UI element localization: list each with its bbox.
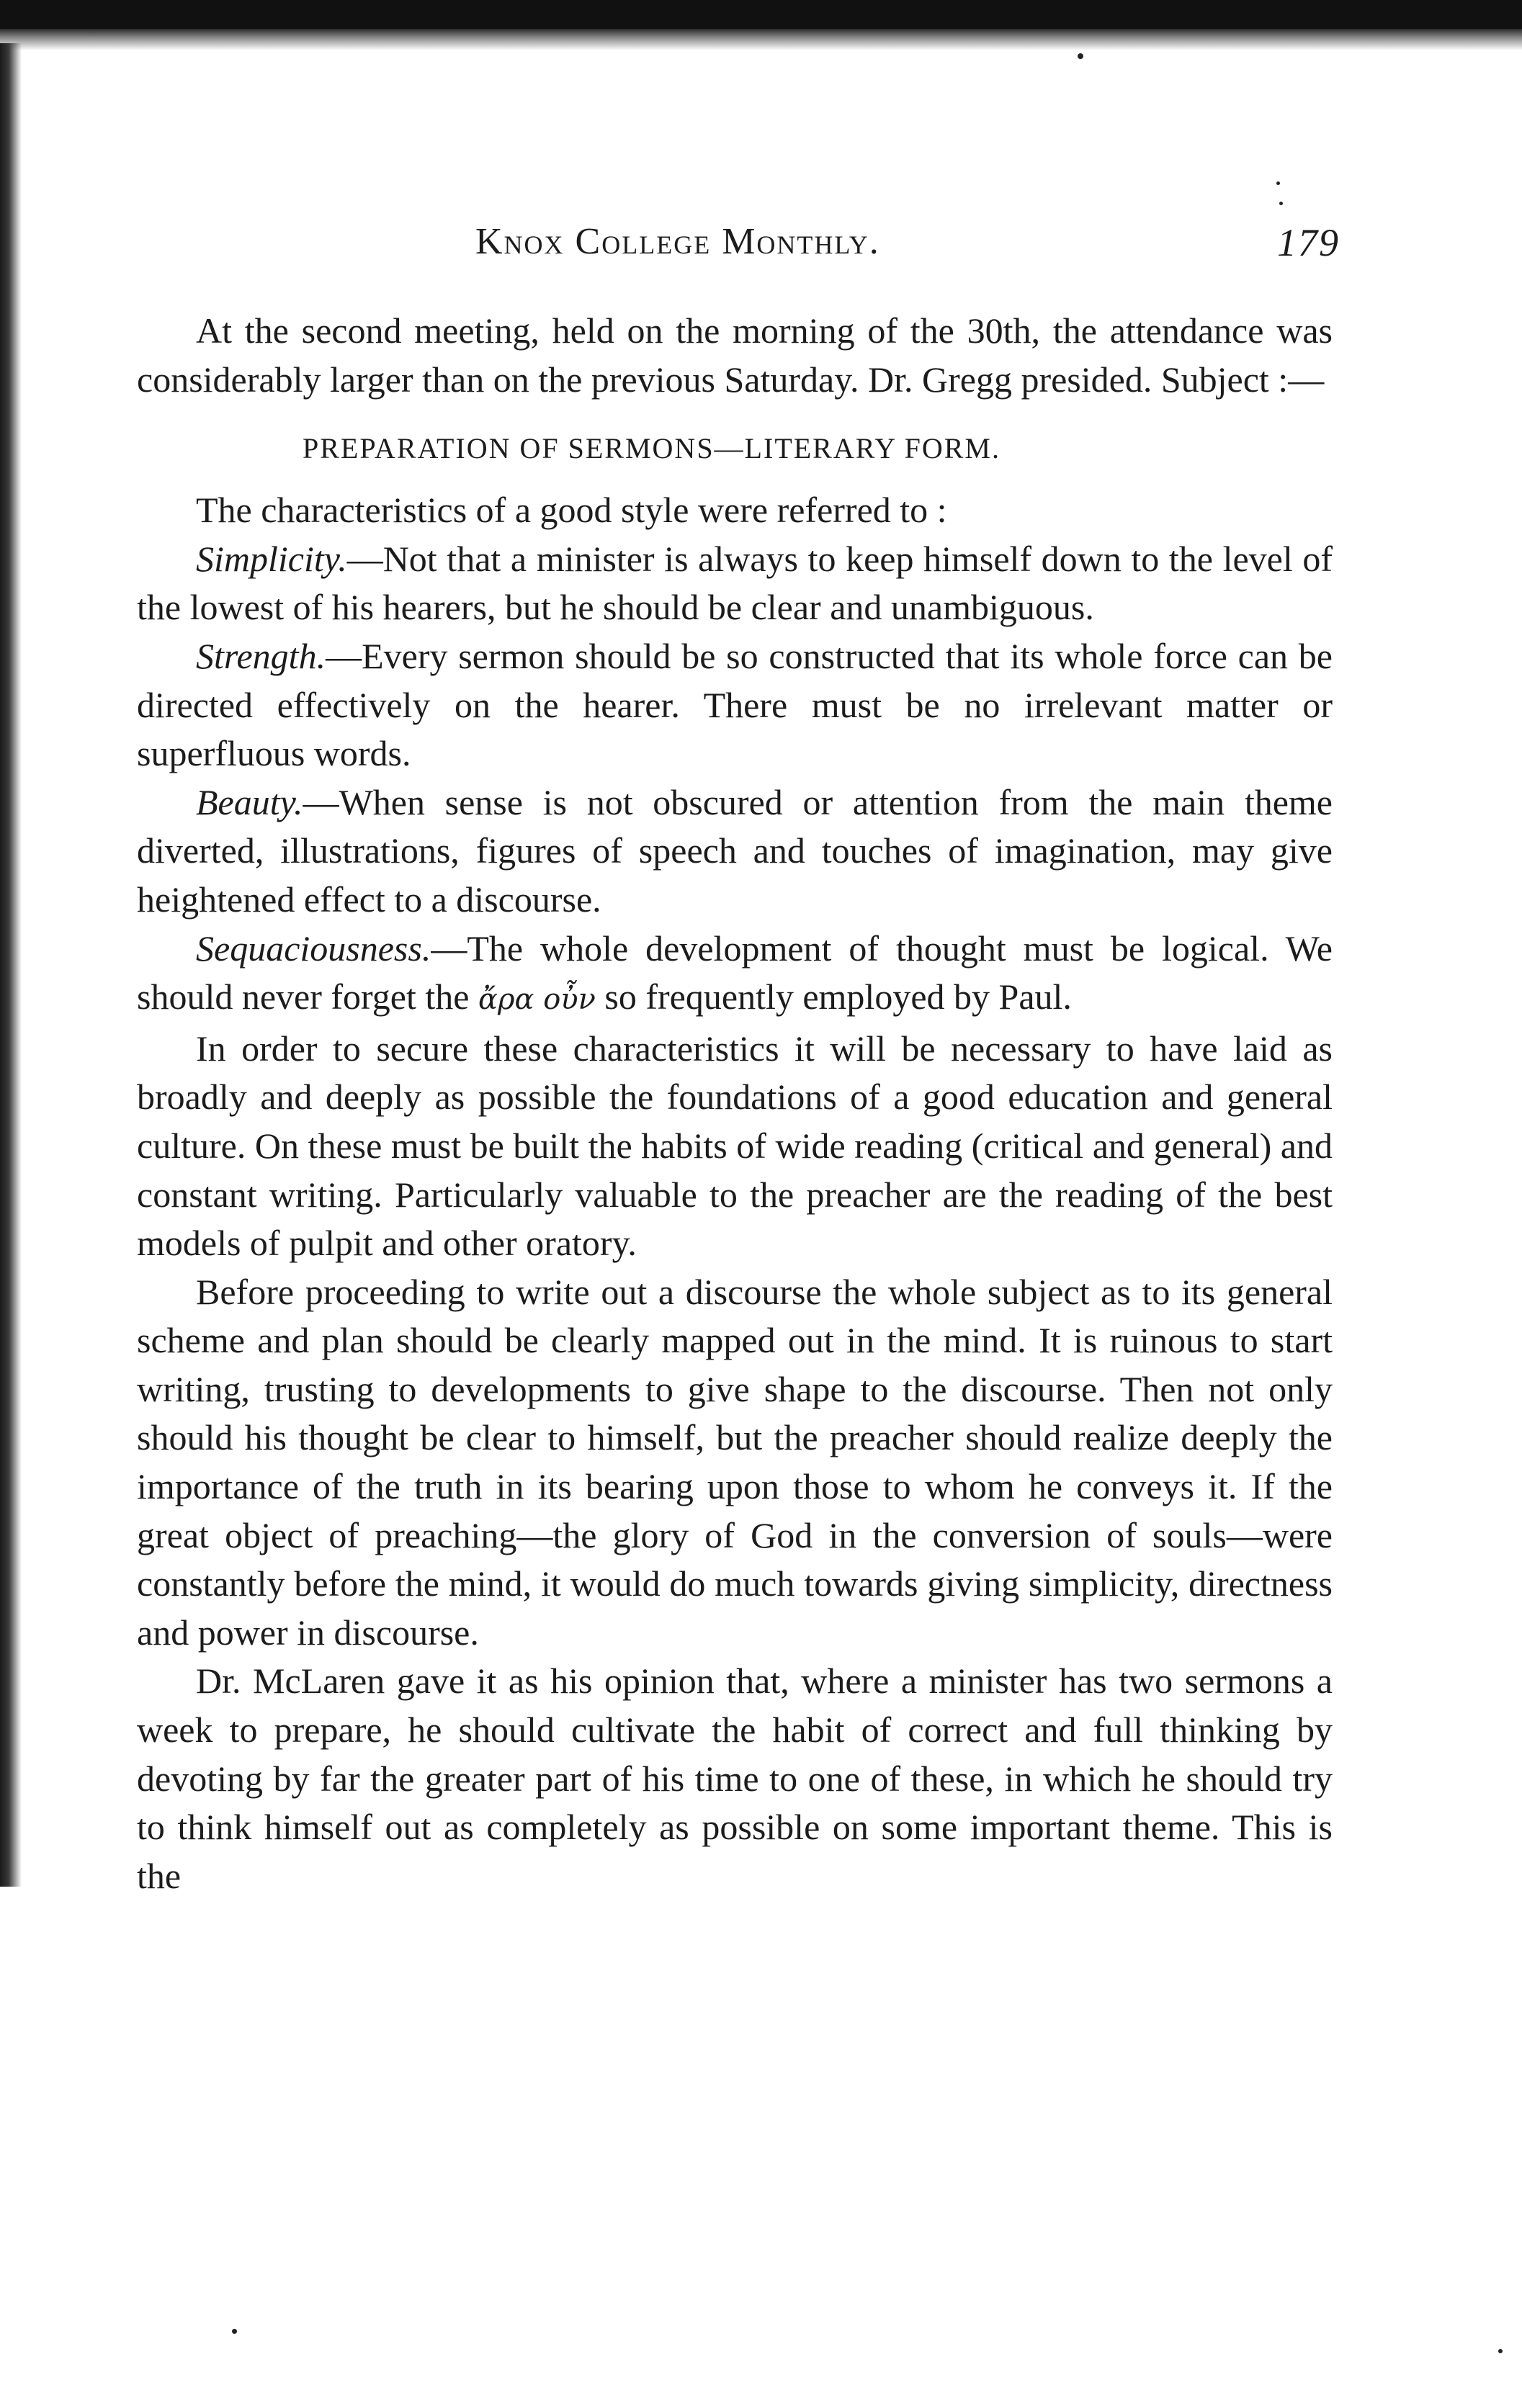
scan-speck bbox=[1498, 2349, 1503, 2353]
running-head bbox=[137, 216, 1340, 274]
paragraph-in-order: In order to secure these characteristics it will be necessary to have laid as broadly and deeply as possible the foundations of a good education and general culture. On these must be built the habits of wide reading (critical and general) and constant writing. Particularly valuable to the preacher are the reading of the best models of pulpit and other oratory. bbox=[137, 1028, 1333, 1264]
paragraph-characteristics-intro: The characteristics of a good style were referred to : bbox=[196, 490, 947, 531]
paragraph-sequaciousness bbox=[137, 925, 1333, 1025]
scan-top-edge bbox=[0, 0, 1522, 32]
definition-strength: —Every sermon should be so constructed that its whole force can be directed effectively on the hearer. There must be no irrelevant matter or superfluous words. bbox=[137, 635, 1333, 774]
book-page bbox=[137, 216, 1340, 1900]
meeting-sentence: At the second meeting, held on the morning of the 30th, the attendance was considerably larger than on the previous Saturday. bbox=[137, 310, 1333, 400]
greek-phrase: ἄρα οὖν bbox=[478, 983, 596, 1017]
term-sequaciousness: Sequaciousness. bbox=[196, 927, 431, 969]
definition-simplicity: —Not that a minister is always to keep himself down to the level of the lowest of his hearers, but he should be clear and unambiguous. bbox=[137, 538, 1333, 628]
scan-top-shadow bbox=[0, 29, 1522, 50]
paragraph-mclaren: Dr. McLaren gave it as his opinion that, where a minister has two sermons a week to prepare, he should cultivate the habit of correct and full thinking by devoting by far the greater part of his time to one of these, in which he should try to think himself out as completely as possible on some important theme. This is the bbox=[137, 1661, 1333, 1896]
paragraph-strength bbox=[137, 632, 1333, 778]
scan-speck bbox=[1276, 181, 1280, 185]
paragraph-simplicity bbox=[137, 535, 1333, 632]
journal-title: Knox College Monthly. bbox=[475, 221, 880, 262]
definition-sequaciousness-end: so frequently employed by Paul. bbox=[604, 976, 1072, 1017]
term-strength: Strength. bbox=[196, 635, 326, 676]
scan-speck bbox=[1078, 53, 1083, 59]
scan-speck bbox=[1279, 202, 1283, 205]
paragraph-beauty bbox=[137, 778, 1333, 925]
term-beauty: Beauty. bbox=[196, 781, 303, 822]
scan-left-edge bbox=[0, 43, 22, 1887]
definition-beauty: —When sense is not obscured or attention from the main theme diverted, illustrations, figures of speech and touches of imagination, may give heightened effect to a discourse. bbox=[137, 781, 1333, 920]
section-heading: PREPARATION OF SERMONS—LITERARY FORM. bbox=[303, 432, 1001, 465]
page-number: 179 bbox=[1277, 221, 1340, 264]
term-simplicity: Simplicity. bbox=[196, 538, 347, 579]
paragraph-second-meeting bbox=[137, 307, 1333, 404]
body-text bbox=[137, 307, 1333, 1900]
scan-speck bbox=[232, 2329, 237, 2334]
meeting-subject: Dr. Gregg presided. Subject :— bbox=[868, 359, 1325, 400]
paragraph-before-proceeding: Before proceeding to write out a discourse the whole subject as to its general scheme and plan should be clearly mapped out in the mind. It is ruinous to start writing, trusting to developments to give shape to the discourse. Then not only should his thought be clear to himself, but the preacher should realize deeply the importance of the truth in its bearing upon those to whom he conveys it. If the great object of preaching—the glory of God in the conversion of souls—were constantly before the mind, it would do much towards giving simplicity, directness and power in discourse. bbox=[137, 1271, 1333, 1653]
definition-sequaciousness: —The whole development of thought must be logical. We should never forget the bbox=[137, 927, 1333, 1017]
